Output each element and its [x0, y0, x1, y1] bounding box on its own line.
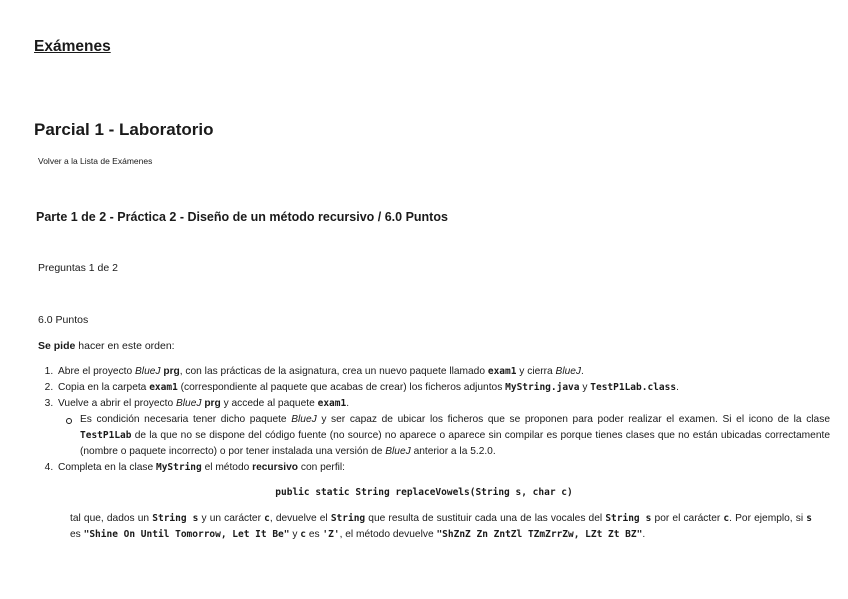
step-2: 2. Copia en la carpeta exam1 (correspondiente al paquete que acabas de crear) los ficheros adjuntos MyString.java y TestP1Lab.class.: [56, 380, 830, 396]
method-signature: public static String replaceVowels(String s, char c): [275, 487, 573, 498]
exams-link[interactable]: Exámenes: [34, 38, 111, 55]
steps-list: [38, 364, 830, 476]
part-title: Parte 1 de 2 - Práctica 2 - Diseño de un método recursivo / 6.0 Puntos: [36, 210, 448, 224]
step-3-note: Es condición necesaria tener dicho paquete BlueJ y ser capaz de ubicar los ficheros que se proponen para poder realizar el examen. Si el icono de la clase TestP1Lab de la que no se dispone del código fuente (no source) no aparece o aparece sin compilar es porque tienes clases que no están ubicadas correctamente (nombre o paquete incorrecto) o por tener instalada una versión de BlueJ anterior a la 5.2.0.: [80, 412, 830, 460]
step-1: 1. Abre el proyecto BlueJ prg, con las prácticas de la asignatura, crea un nuevo paquete llamado exam1 y cierra BlueJ.: [56, 364, 830, 380]
instructions-intro: [38, 340, 175, 352]
attachment-testp1lab[interactable]: TestP1Lab.class: [590, 382, 677, 393]
step-3-sublist: [58, 412, 830, 460]
question-counter: Preguntas 1 de 2: [38, 262, 118, 274]
intro-text: hacer en este orden:: [75, 340, 175, 352]
step-4: 4. Completa en la clase MyString el método recursivo con perfil:: [56, 460, 830, 476]
intro-bold: Se pide: [38, 340, 76, 352]
attachment-mystring[interactable]: MyString.java: [505, 382, 580, 393]
exam-title: Parcial 1 - Laboratorio: [34, 120, 214, 139]
method-description: tal que, dados un String s y un carácter c, devuelve el String que resulta de sustituir cada una de las vocales del String s por el carácter c. Por ejemplo, si s es "Shine On Until Tomorrow, Let It Be" y c es 'Z', el método devuelve "ShZnZ Zn ZntZl TZmZrrZw, LZt Zt BZ".: [70, 513, 813, 540]
back-to-exams-link[interactable]: Volver a la Lista de Exámenes: [38, 156, 153, 166]
step-3: 3. Vuelve a abrir el proyecto BlueJ prg y accede al paquete exam1. Es condición necesaria tener dicho paquete BlueJ y ser capaz de ubicar los ficheros que se proponen para poder realizar el examen. Si el icono de la clase TestP1Lab de la que no se dispone del código fuente (no source) no aparece o aparece sin compilar es porque tienes clases que no están ubicadas correctamente (nombre o paquete incorrecto) o por tener instalada una versión de BlueJ anterior a la 5.2.0.: [56, 396, 830, 460]
question-points: 6.0 Puntos: [38, 314, 89, 326]
